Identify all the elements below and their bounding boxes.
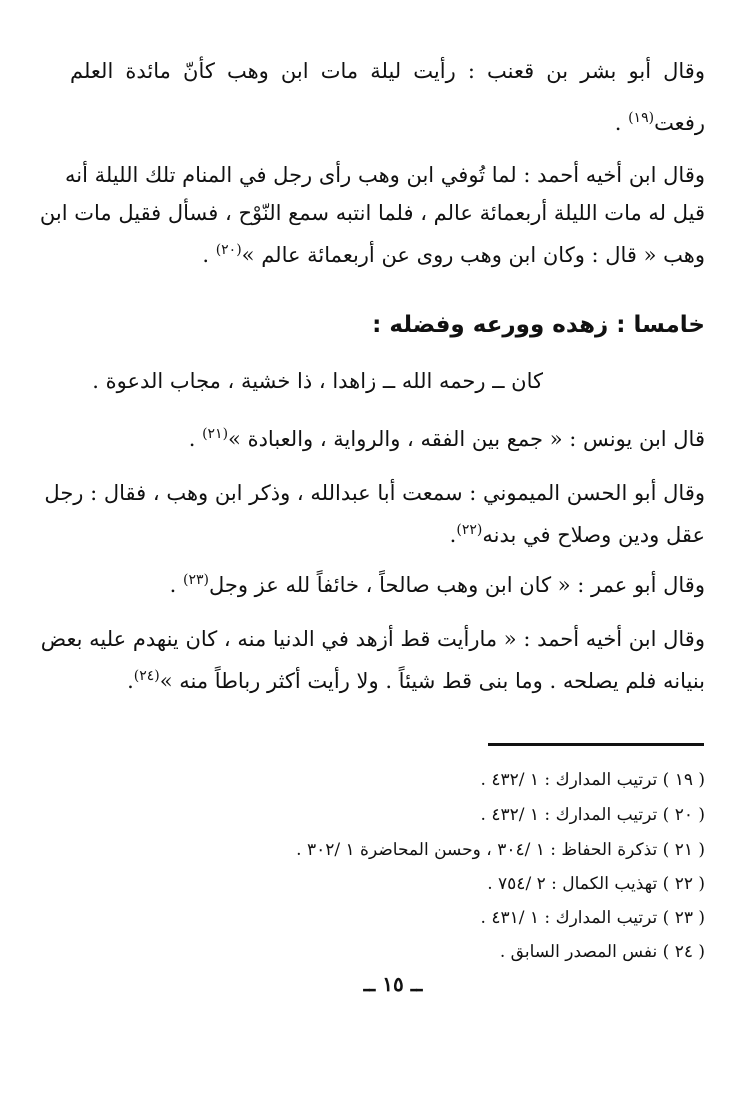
footnote-ref-21[interactable]: (٢١) [202, 426, 229, 442]
paragraph-4-line-1 [189, 424, 705, 454]
paragraph-5-text: عقل ودين وصلاح في بدنه [482, 523, 705, 547]
footnote-ref-19[interactable]: (١٩) [628, 110, 655, 126]
paragraph-1-line-2 [615, 108, 705, 138]
paragraph-2-line-2: قيل له مات الليلة أربعمائة عالم ، فلما انتبه سمع النّوْح ، فسأل فقيل مات ابن [39, 201, 705, 225]
footnote-ref-20[interactable]: (٢٠) [215, 242, 242, 258]
paragraph-7-line-1: وقال ابن أخيه أحمد : « مارأيت قط أزهد في الدنيا منه ، كان ينهدم عليه بعض [40, 627, 705, 651]
paragraph-7-text: بنيانه فلم يصلحه . وما بنى قط شيئاً . ولا رأيت أكثر رباطاً منه » [159, 669, 705, 693]
paragraph-2-line-1: وقال ابن أخيه أحمد : لما تُوفي ابن وهب رأى رجل في المنام تلك الليلة أنه [64, 163, 705, 187]
section-heading: خامسا : زهده وورعه وفضله : [372, 312, 705, 338]
paragraph-7-line-2 [127, 666, 705, 696]
paragraph-4-text: قال ابن يونس : « جمع بين الفقه ، والرواية ، والعبادة » [228, 427, 705, 451]
paragraph-5-line-2 [450, 520, 705, 550]
paragraph-2-line-3 [202, 240, 705, 270]
footnote-22: ( ٢٢ ) تهذيب الكمال : ٢ /٧٥٤ . [487, 874, 705, 894]
paragraph-2-text: وهب « قال : وكان ابن وهب روى عن أربعمائة عالم » [241, 243, 705, 267]
paragraph-1-text: رفعت [654, 111, 705, 135]
paragraph-3-line-1: كان ــ رحمه الله ــ زاهدا ، ذا خشية ، مجاب الدعوة . [92, 369, 543, 393]
paragraph-1-end: . [614, 111, 622, 135]
footnote-21: ( ٢١ ) تذكرة الحفاظ : ١ /٣٠٤ ، وحسن المحاضرة ١ /٣٠٢ . [296, 840, 705, 860]
paragraph-5-end: . [449, 523, 457, 547]
footnote-ref-24[interactable]: (٢٤) [133, 668, 160, 684]
paragraph-1-line-1: وقال أبو بشر بن قعنب : رأيت ليلة مات ابن وهب كأنّ مائدة العلم [70, 59, 705, 83]
footnote-ref-22[interactable]: (٢٢) [456, 522, 483, 538]
footnote-separator [488, 743, 704, 746]
footnote-ref-23[interactable]: (٢٣) [183, 572, 209, 588]
footnote-20: ( ٢٠ ) ترتيب المدارك : ١ /٤٣٢ . [480, 805, 705, 825]
page-number: ــ ١٥ ــ [363, 972, 423, 996]
paragraph-7-end: . [127, 669, 134, 693]
paragraph-6-text: وقال أبو عمر : « كان ابن وهب صالحاً ، خائفاً لله عز وجل [208, 573, 705, 597]
paragraph-4-end: . [188, 427, 196, 451]
paragraph-5-line-1: وقال أبو الحسن الميموني : سمعت أبا عبدالله ، وذكر ابن وهب ، فقال : رجل [44, 481, 705, 505]
paragraph-6-end: . [169, 573, 177, 597]
footnote-19: ( ١٩ ) ترتيب المدارك : ١ /٤٣٢ . [480, 770, 705, 790]
paragraph-6-line-1 [170, 570, 705, 600]
paragraph-2-end: . [202, 243, 209, 267]
footnote-23: ( ٢٣ ) ترتيب المدارك : ١ /٤٣١ . [480, 908, 705, 928]
footnote-24: ( ٢٤ ) نفس المصدر السابق . [499, 942, 705, 962]
